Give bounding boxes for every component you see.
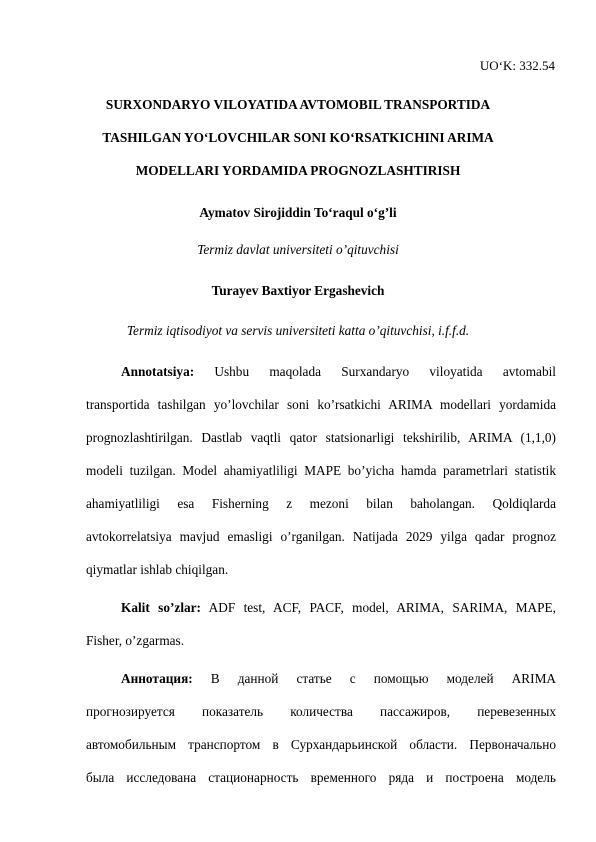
keywords-uz-first-line xyxy=(121,600,556,616)
author-2-affiliation: Termiz iqtisodiyot va servis universiteti katta o’qituvchisi, i.f.f.d. xyxy=(126,323,470,338)
abstract-ru-line: прогнозируется показатель количества пассажиров, перевезенных xyxy=(86,704,556,719)
keywords-uz-line: ADF test, ACF, PACF, model, ARIMA, SARIMA, MAPE, xyxy=(208,600,556,615)
abstract-ru-line: автомобильным транспортом в Сурхандарьинской области. Первоначально xyxy=(86,737,556,752)
abstract-uz-label: Annotatsiya: xyxy=(121,364,195,379)
abstract-uz-line: avtokorrelatsiya mavjud emasligi o’rganilgan. Natijada 2029 yilga qadar prognoz xyxy=(86,529,556,544)
abstract-uz-line: transportida tashilgan yo’lovchilar soni ko’rsatkichi ARIMA modellari yordamida xyxy=(86,397,556,412)
abstract-ru-first-line xyxy=(121,671,556,687)
abstract-uz-line: ahamiyatliligi esa Fisherning z mezoni bilan baholangan. Qoldiqlarda xyxy=(86,496,556,511)
author-1-name: Aymatov Sirojiddin To‘raqul o‘g’li xyxy=(199,205,397,220)
author-2-name: Turayev Baxtiyor Ergashevich xyxy=(211,283,385,298)
abstract-ru-label: Аннотация: xyxy=(121,671,193,686)
udc-code: UO‘K: 332.54 xyxy=(479,58,555,73)
abstract-uz-first-line xyxy=(121,364,556,380)
abstract-uz-line: prognozlashtirilgan. Dastlab vaqtli qator statsionarligi tekshirilib, ARIMA (1,1,0) xyxy=(86,430,556,445)
author-1-affiliation: Termiz davlat universiteti o’qituvchisi xyxy=(197,242,399,257)
abstract-uz-line: Ushbu maqolada Surxandaryo viloyatida avtomabil xyxy=(214,364,556,379)
abstract-ru-line: В данной статье с помощью моделей ARIMA xyxy=(210,671,556,686)
abstract-uz-line: modeli tuzilgan. Model ahamiyatliligi MAPE bo’yicha hamda parametrlari statistik xyxy=(86,463,556,478)
abstract-uz-line: qiymatlar ishlab chiqilgan. xyxy=(86,562,229,577)
keywords-uz-label: Kalit so’zlar: xyxy=(121,600,201,615)
title-line-2: TASHILGAN YO‘LOVCHILAR SONI KO‘RSATKICHINI ARIMA xyxy=(102,130,494,145)
title-line-3: MODELLARI YORDAMIDA PROGNOZLASHTIRISH xyxy=(135,163,461,178)
title-line-1: SURXONDARYO VILOYATIDA AVTOMOBIL TRANSPORTIDA xyxy=(105,97,491,112)
keywords-uz-line: Fisher, o’zgarmas. xyxy=(86,633,185,648)
abstract-ru-line: была исследована стационарность временного ряда и построена модель xyxy=(86,770,556,785)
